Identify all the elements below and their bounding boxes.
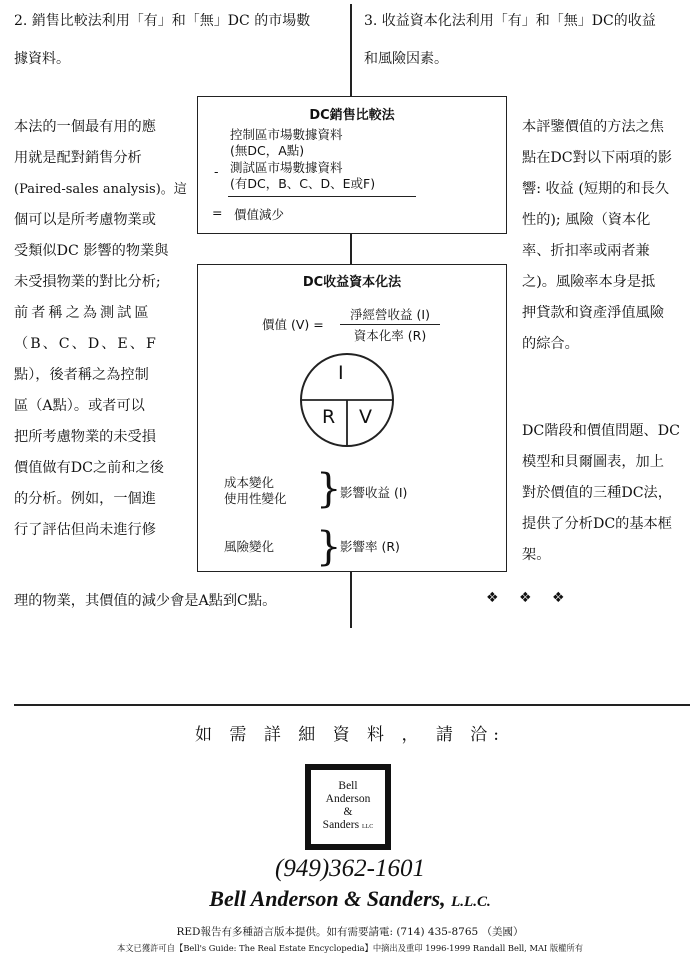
logo-line: Bell [338, 780, 358, 792]
minus-sign: - [214, 164, 219, 179]
left-body [14, 112, 194, 546]
control-line: (無DC，A點) [230, 143, 305, 158]
right-heading-line: 和風險因素。 [364, 51, 448, 67]
company-logo [305, 764, 391, 850]
right-body-line: 性的); 風險（資本化 [522, 212, 651, 228]
right-body-line: 之)。風險率本身是抵 [522, 274, 656, 290]
footer-rule [14, 704, 690, 706]
right-body-line: 架。 [522, 547, 551, 563]
left-body-line: 未受損物業的對比分析; [14, 274, 161, 290]
income-factor-group [224, 475, 287, 507]
risk-factor: 風險變化 [224, 539, 275, 554]
circle-label-income: I [338, 362, 344, 384]
left-heading [14, 2, 354, 78]
right-body-line: DC階段和價值問題、DC [522, 423, 680, 439]
left-body-line: 價值做有DC之前和之後 [14, 460, 164, 476]
sales-result: 價值減少 [234, 207, 285, 222]
test-line: 測試區市場數據資料 [230, 160, 343, 175]
left-body-line: (Paired-sales analysis)。這 [14, 182, 187, 197]
logo-line: & [343, 806, 353, 818]
left-body-line: 前者稱之為測試區 [14, 305, 152, 321]
left-heading-line: 2. 銷售比較法利用「有」和「無」DC 的市場數 [14, 13, 311, 29]
left-body-line: 行了評估但尚未進行修 [14, 522, 156, 538]
right-body-2 [522, 416, 697, 571]
value-label: 價值 (V) = [262, 317, 324, 332]
circle-label-rate: R [322, 406, 336, 428]
end-marks: ❖ ❖ ❖ [486, 590, 573, 606]
logo-suffix: LLC [361, 824, 374, 830]
left-body-line: （B、C、D、E、F [14, 336, 158, 352]
copyright-note: 本文已獲許可自【Bell's Guide: The Real Estate Encyclopedia】中摘出及重印 1996-1999 Randall Bell, MAI 版權所有 [116, 943, 584, 953]
phone-number: (949)362-1601 [275, 855, 425, 882]
logo-line: Sanders [322, 819, 360, 831]
right-body-line: 本評鑒價值的方法之焦 [522, 119, 664, 135]
right-body-line: 響: 收益 (短期的和長久 [522, 181, 670, 197]
right-body-line: 率、折扣率或兩者兼 [522, 243, 650, 259]
control-line: 控制區市場數據資料 [230, 127, 343, 142]
irv-circle-diagram [298, 351, 396, 449]
formula-numerator: 淨經營收益 (I) [350, 307, 430, 322]
sales-sum-rule [228, 196, 416, 197]
right-heading [364, 2, 694, 78]
contact-heading: 如 需 詳 細 資 料 ， 請 洽: [195, 725, 505, 745]
right-body-line: 提供了分析DC的基本框 [522, 516, 672, 532]
test-line: (有DC，B、C、D、E或F) [230, 176, 376, 191]
left-body-line: 個可以是所考慮物業或 [14, 212, 156, 228]
sales-box-title: DC銷售比較法 [309, 108, 395, 123]
right-body-line: 模型和貝爾圖表，加上 [522, 454, 664, 470]
control-area [230, 127, 343, 159]
left-body-line: 的分析。例如，一個進 [14, 491, 156, 507]
income-factor: 使用性變化 [224, 491, 287, 506]
company-name-line [0, 886, 700, 912]
right-body [522, 112, 697, 360]
logo-line: Anderson [325, 793, 371, 805]
fraction-bar [340, 324, 440, 325]
left-heading-line: 據資料。 [14, 51, 70, 67]
income-box-title: DC收益資本化法 [302, 275, 402, 290]
company-logo-inner [311, 770, 385, 844]
brace-icon: } [316, 524, 342, 570]
left-body-line: 區（A點）。或者可以 [14, 398, 145, 414]
income-effect: 影響收益 (I) [340, 485, 408, 500]
right-heading-line: 3. 收益資本化法利用「有」和「無」DC的收益 [364, 13, 656, 29]
right-body-line: 點在DC對以下兩項的影 [522, 150, 672, 166]
left-body-line: 本法的一個最有用的應 [14, 119, 156, 135]
test-area [230, 160, 375, 192]
formula-denominator: 資本化率 (R) [353, 328, 427, 344]
circle-label-value: V [359, 406, 372, 428]
rate-effect: 影響率 (R) [340, 539, 400, 554]
formula-fraction [340, 305, 440, 344]
left-body-line: 點），後者稱之為控制 [14, 367, 149, 383]
right-body-line: 對於價值的三種DC法， [522, 485, 672, 501]
income-factor: 成本變化 [224, 475, 275, 490]
income-capitalization-box [197, 264, 507, 572]
sales-comparison-box [197, 96, 507, 234]
right-body-line: 押貸款和資產淨值風險 [522, 305, 664, 321]
left-body-line: 受類似DC 影響的物業與 [14, 243, 169, 259]
left-body-line: 用就是配對銷售分析 [14, 150, 142, 166]
left-body-last-line: 理的物業，其價值的減少會是A點到C點。 [14, 593, 277, 609]
equals-sign: = [212, 205, 223, 220]
brace-icon: } [316, 466, 342, 512]
language-note: RED報告有多種語言版本提供。如有需要請電: (714) 435-8765 （美國） [176, 926, 524, 938]
column-divider-mid [350, 234, 352, 264]
right-body-line: 的綜合。 [522, 336, 579, 352]
company-name: Bell Anderson & Sanders, [209, 886, 446, 911]
column-divider-top [350, 4, 352, 96]
company-suffix: L.L.C. [451, 894, 491, 910]
left-body-line: 把所考慮物業的未受損 [14, 429, 156, 445]
